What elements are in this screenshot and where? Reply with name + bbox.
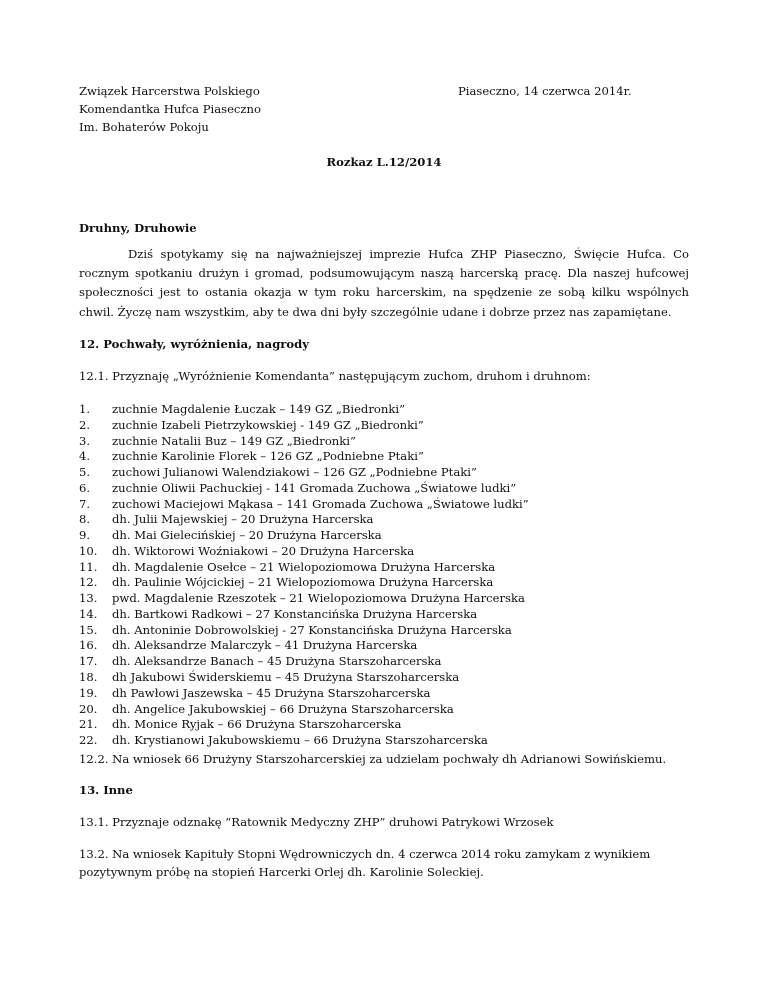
sender-dedication: Im. Bohaterów Pokoju [79, 120, 209, 134]
salutation: Druhny, Druhowie [79, 221, 197, 235]
list-item [79, 638, 699, 654]
list-item-text: zuchnie Karolinie Florek – 126 GZ „Podniebne Ptaki” [112, 449, 424, 464]
list-item-text: dh. Magdalenie Osełce – 21 Wielopoziomowa Drużyna Harcerska [112, 559, 496, 574]
list-item-number: 2. [79, 417, 91, 432]
list-item [79, 512, 699, 528]
sender-organization: Związek Harcerstwa Polskiego [79, 84, 260, 98]
list-item [79, 686, 699, 702]
list-item-number: 15. [79, 622, 98, 637]
list-item-text: zuchnie Natalii Buz – 149 GZ „Biedronki” [112, 433, 356, 448]
list-item [79, 434, 699, 450]
list-item-number: 1. [79, 402, 91, 416]
list-item-text: dh. Antoninie Dobrowolskiej - 27 Konstancińska Drużyna Harcerska [112, 622, 512, 637]
list-item [79, 528, 699, 544]
list-item-text: zuchnie Oliwii Pachuckiej - 141 Gromada Zuchowa „Światowe ludki” [112, 480, 517, 495]
list-item-number: 16. [79, 638, 98, 653]
list-item-text: dh. Julii Majewskiej – 20 Drużyna Harcerska [112, 512, 374, 527]
list-item-text: zuchnie Izabeli Pietrzykowskiej - 149 GZ „Biedronki” [112, 417, 424, 432]
list-item-number: 20. [79, 701, 98, 716]
list-item [79, 449, 699, 465]
list-item-text: dh. Wiktorowi Woźniakowi – 20 Drużyna Harcerska [112, 543, 415, 558]
list-item-text: dh. Aleksandrze Malarczyk – 41 Drużyna Harcerska [112, 638, 418, 653]
list-item-number: 10. [79, 543, 98, 558]
list-item-text: dh. Monice Ryjak – 66 Drużyna Starszoharcerska [112, 717, 402, 732]
list-item-number: 21. [79, 717, 98, 732]
order-title: Rozkaz L.12/2014 [326, 155, 442, 169]
list-item-number: 9. [79, 528, 91, 543]
awards-list [79, 402, 699, 749]
list-item [79, 465, 699, 481]
list-item [79, 702, 699, 718]
list-item-text: dh Pawłowi Jaszewska – 45 Drużyna Starszoharcerska [112, 685, 431, 700]
list-item [79, 733, 699, 749]
paragraph-12-1: 12.1. Przyznaję „Wyróżnienie Komendanta” następującym zuchom, druhom i druhnom: [79, 369, 591, 383]
list-item-number: 11. [79, 559, 98, 574]
place-date: Piaseczno, 14 czerwca 2014r. [458, 84, 632, 98]
list-item-text: dh. Paulinie Wójcickiej – 21 Wielopoziomowa Drużyna Harcerska [112, 575, 494, 590]
paragraph-12-2: 12.2. Na wniosek 66 Drużyny Starszoharcerskiej za udzielam pochwały dh Adrianowi Sowińskiemu. [79, 752, 667, 766]
list-item-number: 17. [79, 654, 98, 669]
list-item-text: zuchowi Julianowi Walendziakowi – 126 GZ „Podniebne Ptaki” [112, 465, 477, 480]
list-item [79, 654, 699, 670]
list-item-number: 13. [79, 591, 98, 606]
list-item-number: 22. [79, 733, 98, 748]
list-item-text: dh. Bartkowi Radkowi – 27 Konstancińska Drużyna Harcerska [112, 606, 478, 621]
list-item-text: zuchowi Maciejowi Mąkasa – 141 Gromada Zuchowa „Światowe ludki” [112, 496, 529, 511]
list-item-number: 3. [79, 433, 91, 448]
list-item [79, 670, 699, 686]
list-item [79, 575, 699, 591]
list-item [79, 497, 699, 513]
list-item [79, 418, 699, 434]
list-item [79, 481, 699, 497]
section-13-heading: 13. Inne [79, 783, 133, 797]
list-item-text: dh. Aleksandrze Banach – 45 Drużyna Starszoharcerska [112, 654, 442, 669]
list-item [79, 544, 699, 560]
list-item-text: dh. Krystianowi Jakubowskiemu – 66 Drużyna Starszoharcerska [112, 733, 488, 748]
list-item [79, 717, 699, 733]
list-item-number: 4. [79, 449, 91, 464]
intro-paragraph: Dziś spotykamy się na najważniejszej imprezie Hufca ZHP Piaseczno, Święcie Hufca. Co rocznym spotkaniu drużyn i gromad, podsumowującym naszą harcerską pracę. Dla naszej hufcowej społeczności jest to ostania okazja w tym roku harcerskim, na spędzenie ze sobą kilku wspólnych chwil. Życzę nam wszystkim, aby te dwa dni były szczególnie udane i dobrze przez nas zapamiętane. [79, 247, 689, 319]
list-item [79, 402, 699, 418]
list-item [79, 623, 699, 639]
paragraph-13-2: 13.2. Na wniosek Kapituły Stopni Wędrowniczych dn. 4 czerwca 2014 roku zamykam z wynikiem pozytywnym próbę na stopień Harcerki Orlej dh. Karolinie Soleckiej. [79, 847, 651, 879]
paragraph-13-1: 13.1. Przyznaje odznakę “Ratownik Medyczny ZHP” druhowi Patrykowi Wrzosek [79, 815, 554, 829]
list-item-number: 19. [79, 685, 98, 700]
list-item-number: 12. [79, 575, 98, 590]
list-item-text: dh. Angelice Jakubowskiej – 66 Drużyna Starszoharcerska [112, 701, 454, 716]
list-item-text: dh. Mai Gielecińskiej – 20 Drużyna Harcerska [112, 528, 382, 543]
list-item-number: 5. [79, 465, 91, 480]
list-item-number: 7. [79, 496, 91, 511]
sender-unit: Komendantka Hufca Piaseczno [79, 102, 261, 116]
list-item-number: 14. [79, 606, 98, 621]
list-item [79, 607, 699, 623]
list-item-number: 8. [79, 512, 91, 527]
section-12-heading: 12. Pochwały, wyróżnienia, nagrody [79, 337, 309, 351]
list-item-text: dh Jakubowi Świderskiemu – 45 Drużyna Starszoharcerska [112, 670, 460, 685]
list-item-number: 6. [79, 480, 91, 495]
list-item-text: zuchnie Magdalenie Łuczak – 149 GZ „Biedronki” [112, 402, 405, 416]
list-item [79, 591, 699, 607]
sender-block [79, 82, 379, 136]
list-item-text: pwd. Magdalenie Rzeszotek – 21 Wielopoziomowa Drużyna Harcerska [112, 591, 525, 606]
list-item [79, 560, 699, 576]
list-item-number: 18. [79, 670, 98, 685]
